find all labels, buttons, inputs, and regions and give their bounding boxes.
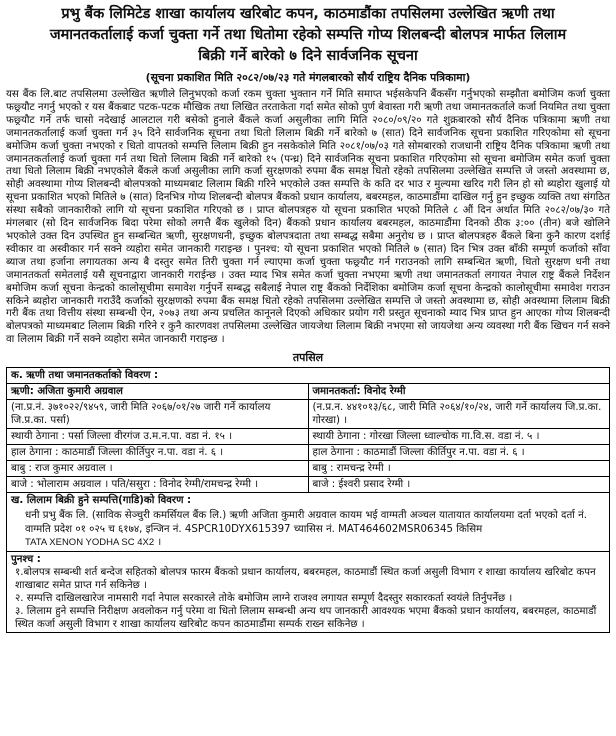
property-section	[6, 493, 610, 552]
borrower-father: बाबु : राज कुमार अग्रवाल ।	[7, 461, 308, 477]
guarantor-name: जमानतकर्ता: विनोद रेग्मी	[309, 384, 610, 400]
guarantor-permanent-address: स्थायी ठेगाना : गोरखा जिल्ला ध्वाल्चोक गा.वि.स. वडा नं. ५ ।	[309, 429, 610, 445]
borrower-grandfather-spouse	[7, 477, 308, 492]
notice-title-line2: जमानतकर्तालाई कर्जा चुक्ता गर्ने तथा धितोमा रहेको सम्पत्ति गोप्य शिलबन्दी बोलपत्र मार्फत लिलाम	[49, 27, 567, 43]
notes-heading: पुनश्च :	[11, 554, 41, 566]
guarantor-father: बाबु : रामचन्द्र रेग्मी ।	[309, 461, 610, 477]
section-b-heading: ख. लिलाम बिक्री हुने सम्पत्ति(गाडि)को विवरण :	[11, 495, 192, 507]
note-item: २. सम्पत्ति दाखिलखारेज नामसारी गर्दा नेपाल सरकारले तोके बमोजिम लाग्ने राजश्व लगायत सम्पूर्ण दैदस्तुर सकारकर्ता स्वयंले तिर्नुपर्नेछ ।	[15, 593, 513, 605]
guarantor-temporary-address: हाल ठेगाना : काठमाडौं जिल्ला कीर्तिपुर न.पा. वडा नं. ६ ।	[309, 445, 610, 461]
borrower-citizenship: (ना.प्र.नं. ३७१०२२/९४५९, जारी मिति २०६७/०१/२७ जारी गर्ने कार्यालय जि.प्र.का. पर्सा)	[7, 400, 308, 429]
property-text: धनी प्रभु बैंक लि. (साविक सेञ्चुरी कमर्सियल बैंक लि.) ऋणी अजिता कुमारी अग्रवाल कायम भई वाग्मती अञ्चल यातायात कार्यालयमा दर्ता भएको दर्ता नं. वाग्मति प्रदेश ०१ ०२५ च ६१७४, इन्जिन नं. 4SPCR10DYX615397 च्यासिस नं. MAT464602MSR06345 किसिम	[25, 510, 588, 535]
note-item: ३. लिलाम हुने सम्पत्ति निरीक्षण अवलोकन गर्नु परेमा वा धितो लिलाम सम्बन्धी अन्य थप जानकारी आवश्यक भएमा बैंकको प्रधान कार्यालय, बबरमहल, काठमाडौं स्थित कर्जा असुली विभाग र शाखा कार्यालय खरिबोट कपन काठमाडौंमा सम्पर्क राख्न सकिनेछ ।	[15, 606, 597, 631]
guarantor-column	[308, 384, 610, 492]
guarantor-citizenship: (न.प्र.न. ४४१०१३/६८, जारी मिति २०६४/१०/२४, जारी गर्ने कार्यालय जि.प्र.का. गोरखा) ।	[309, 400, 610, 429]
guarantor-grandfather: बाजे : ईश्वरी प्रसाद रेग्मी ।	[312, 479, 411, 491]
notes-list	[11, 566, 605, 631]
property-description	[7, 508, 609, 551]
borrower-name: ऋणी: अजिता कुमारी अग्रवाल	[7, 384, 308, 400]
notice-title-line3: बिक्री गर्ने बारेको ७ दिने सार्वजनिक सूचना	[198, 48, 418, 64]
parties-grid	[7, 384, 609, 492]
borrower-column	[7, 384, 308, 492]
parties-table	[6, 367, 610, 493]
notes-section	[6, 552, 610, 633]
borrower-permanent-address: स्थायी ठेगाना : पर्सा जिल्ला वीरगंज उ.म.न.पा. वडा नं. १५ ।	[7, 429, 308, 445]
notice-title-line1: प्रभु बैंक लिमिटेड शाखा कार्यालय खरिबोट कपन, काठमाडौंका तपसिलमा उल्लेखित ऋणी तथा	[61, 6, 555, 22]
borrower-grandfather: बाजे : भोलाराम अग्रवाल ।	[11, 479, 109, 491]
notice-body: यस बैंक लि.बाट तपसिलमा उल्लेखित ऋणीले लिनुभएको कर्जा रकम चुक्ता भुक्तान गर्ने मिति समाप्त भईसकेपनि बैंकसँग गर्नुभएको सम्झौता बमोजिम कर्जा चुक्ता फछ्र्यौट नगर्नु भएको र यस बैंकबाट पटक-पटक मौखिक तथा लिखित तरताकेता गर्दा समेत सोको पुर्ण बेवास्ता गरी ऋणी तथा जमानतकर्ताले कर्जा नियमित तथा चुक्ता फछ्र्यौट गर्ने तर्फ चासो नदेखाई आलटाल गरी बसेको हुनाले बैंकले कर्जा असुलीका लागि मिति २०८०/०९/२० गते शुक्रबारको सौर्य दैनिक पत्रिकामा ऋणी तथा जमानतकर्तालाई कर्जा चुक्ता गर्न ३५ दिने सार्वजनिक सूचना तथा धितो लिलाम बिक्री गर्ने बारेको ७ (सात) दिने सार्वजनिक सूचना प्रकाशित गरिएकोमा सो सूचना बमोजिम कर्जा चुक्ता नभएको र धितो वापतको सम्पत्ति लिलाम बिक्री हुन नसकेकोले मिति २०८१/०७/०३ गते सोमबारको राजधानी राष्ट्रिय दैनिक पत्रिकामा ऋणी तथा जमानतकर्तालाई कर्जा चुक्ता गर्न तथा धितो लिलाम बिक्री गर्ने बारेको १५ (पन्ध्र) दिने सार्वजनिक सूचना प्रकाशित गरिएकोमा सो सूचना बमोजिम समेत कर्जा चुक्ता तथा धितो लिलाम बिक्री नभएकोले बैंकले कर्जा असुलीका लागि कर्जा सुरक्षणको रुपमा बैंक समक्ष धितो रहेको तपसिलमा उल्लेखित सम्पत्ति जे जस्तो अवस्थामा छ, सोही अवस्थामा गोप्य शिलबन्दी बोलपत्रको माध्यमबाट लिलाम बिक्री गरिने भएकोले उक्त सम्पत्ति के कति दर भाउ र मुल्यमा खरिद गरी लिन हो सो ब्यहोरा खुलाई यो सूचना प्रकाशित भएको मितिले ७ (सात) दिनभित्र गोप्य शिलबन्दी बोलपत्र बैंकको प्रधान कार्यालय, बबरमहल, काठमाडौंमा दाखिल गर्नु हुन इच्छुक व्यक्ति तथा संगठित संस्था सबैको जानकारीको लागि यो सूचना प्रकाशित गरिएको छ । प्राप्त बोलपत्रहरु यो सूचना प्रकाशित भएको मितिले ८ औं दिन अर्थात मिति २०८२/०७/३० गते मंगलबार (सो दिन सार्वजनिक बिदा परेमा सोको लगत्तै बैंक खुलेको दिन) बैंकको प्रधान कार्यालय बबरमहल, काठमाडौंमा दिनको ठीक ३:०० (तीन) बजे खोलिने भएकोले उक्त दिन उपस्थित हुन सम्बन्धित ऋणी, सुरक्षणधनी, इच्छुक बोलपत्रदाता तथा सम्बद्ध सबैमा अनुरोध छ । प्राप्त बोलपत्रहरु बैंकले बिना कुनै कारण दर्शाई स्वीकार वा अस्वीकार गर्न सक्ने व्यहोरा समेत जानकारी गराइन्छ । पुनश्च: यो सूचना प्रकाशित भएको मितिले ७ (सात) दिन भित्र उक्त बाँकी सम्पूर्ण कर्जाको साँवा ब्याज तथा हर्जाना लगायतका अन्य बै दस्तुर समेत तिरी चुक्ता गर्न ल्याएमा कर्जा चुक्ता फछ्र्यौट गर्न गराउनको लागि सम्बन्धित ऋणी, धितो सुरक्षण धनी तथा जमानतकर्ता समेतलाई यसै सूचनाद्वारा जानकारी गराईन्छ । उक्त म्याद भित्र समेत कर्जा चुक्ता नभएमा ऋणी तथा जमानतकर्ता लगायत नेपाल राष्ट्र बैंकले निर्देशन बमोजिम कर्जा सूचना केन्द्रको कालोसूचीमा समावेश गर्नुपर्ने सम्बद्ध सबैलाई नेपाल राष्ट्र बैंकको निर्देशिका बमोजिम कर्जा सूचना केन्द्रको कालोसूचीमा समावेश गराउन सकिने ब्यहोरा जानकारी गराउँदै कर्जाको सुरक्षणको रुपमा बैंक समक्ष धितो रहेको तपसिलमा उल्लेखित सम्पत्ति जे जस्तो अवस्थामा छ, सोही अवस्थामा लिलाम बिक्री गरी बैंक तथा वित्तीय संस्था सम्बन्धी ऐन, २०७३ तथा अन्य प्रचलित कानूनले दिएको अधिकार प्रयोग गरी प्रस्तुत सूचनाको म्याद भित्र प्राप्त हुन आएका गोप्य शिलबन्दी बोलपत्रको माध्यमबाट लिलाम बिक्री गरिने र कुनै कारणवश तपसिलमा उल्लेखित जायजेथा लिलाम बिक्री नभएमा सो जायजेथा अन्य व्यवस्था गरी बैंक खिचन गर्न सक्ने वा लिलाम बिक्री गर्ने सक्ने व्यहोरा समेत जानकारी गराइन्छ ।	[6, 89, 610, 346]
note-item: १.बोलपत्र सम्बन्धी शर्त बन्देज सहितको बोलपत्र फारम बैंकको प्रधान कार्यालय, बबरमहल, काठमाडौं स्थित कर्जा असुली विभाग र शाखा कार्यालय खरिबोट कपन शाखाबाट समेत प्राप्त गर्न सकिनेछ ।	[15, 567, 596, 592]
notice-subtitle: (सूचना प्रकाशित मिति २०८२/०७/२३ गते मंगलबारको सौर्य राष्ट्रिय दैनिक पत्रिकामा)	[145, 71, 471, 84]
borrower-temporary-address: हाल ठेगाना : काठमाडौं जिल्ला कीर्तिपुर न.पा. वडा नं. ६ ।	[7, 445, 308, 461]
section-a-heading: क. ऋणी तथा जमानतकर्ताको विवरण :	[7, 368, 609, 384]
property-suffix: ।	[157, 537, 162, 549]
tapsil-heading: तपसिल	[292, 351, 324, 365]
property-vehicle: TATA XENON YODHA SC 4X2	[25, 537, 155, 549]
borrower-spouse: पति/ससुरा : विनोद रेग्मी/रामचन्द्र रेग्मी ।	[111, 479, 259, 491]
